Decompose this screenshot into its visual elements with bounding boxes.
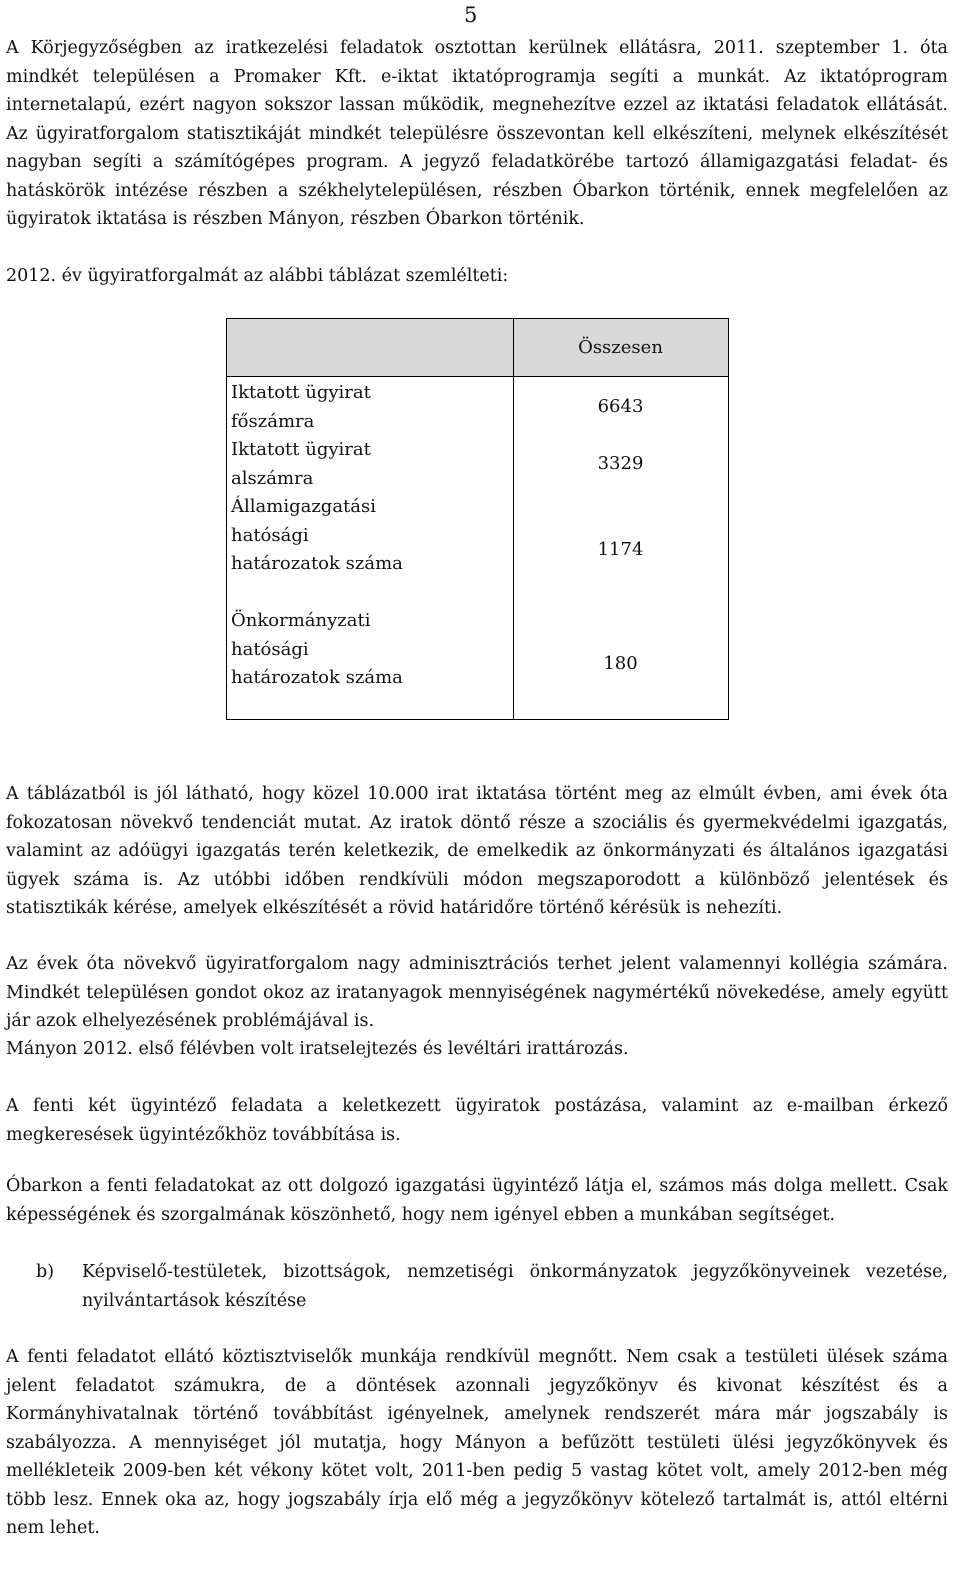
- list-marker: b): [36, 1262, 55, 1282]
- table-intro-paragraph: 2012. év ügyiratforgalmát az alábbi táblázat szemlélteti:: [6, 266, 509, 286]
- row-value: 6643: [597, 396, 644, 417]
- archiving-paragraph: Mányon 2012. első félévben volt iratselejtezés és levéltári irattározás.: [6, 1039, 629, 1059]
- row-label: Iktatott ügyirat alszámra: [231, 439, 371, 489]
- row-label: Államigazgatási hatósági határozatok száma: [231, 496, 403, 574]
- row-label: Önkormányzati hatósági határozatok száma: [231, 610, 403, 688]
- intro-paragraph: A Körjegyzőségben az iratkezelési feladatok osztottan kerülnek ellátásra, 2011. szeptember 1. óta mindkét településen a Promaker Kft. e-iktat iktatóprogramja segíti a munkát. Az iktatóprogram internetalapú, ezért nagyon sokszor lassan működik, megnehezítve ezzel az iktatási feladatok ellátását. Az ügyiratforgalom statisztikáját mindkét településre összevontan kell elkészíteni, melynek elkészítését nagyban segíti a számítógépes program. A jegyző feladatkörébe tartozó államigazgatási feladat- és hatáskörök intézése részben a székhelytelepülésen, részben Óbarkon történik, ennek megfelelően az ügyiratok iktatása is részben Mányon, részben Óbarkon történik.: [6, 38, 948, 229]
- table-header-row: [227, 319, 728, 377]
- row-value: 1174: [597, 539, 644, 560]
- row-value: 3329: [597, 453, 644, 474]
- workload-paragraph: Az évek óta növekvő ügyiratforgalom nagy adminisztrációs terhet jelent valamennyi kollégia számára. Mindkét településen gondot okoz az iratanyagok mennyiségének nagymértékű növekedése, amely együtt jár azok elhelyezésének problémájával is.: [6, 954, 948, 1031]
- clerks-paragraph: A fenti két ügyintéző feladata a keletkezett ügyiratok postázása, valamint az e-mailban érkező megkeresések ügyintézőkhöz továbbítása is.: [6, 1096, 948, 1145]
- header-total: Összesen: [578, 337, 663, 358]
- obarok-paragraph: Óbarkon a fenti feladatokat az ott dolgozó igazgatási ügyintéző látja el, számos más dolga mellett. Csak képességének és szorgalmának köszönhető, hogy nem igényel ebben a munkában segítséget.: [6, 1176, 948, 1225]
- list-item-text: Képviselő-testületek, bizottságok, nemzetiségi önkormányzatok jegyzőkönyveinek vezetése, nyilvántartások készítése: [82, 1262, 948, 1311]
- minutes-paragraph: A fenti feladatot ellátó köztisztviselők munkája rendkívül megnőtt. Nem csak a testületi ülések száma jelent feladatot számukra, de a döntések azonnali jegyzőkönyv és kivonat készítést és a Kormányhivatalnak történő továbbítást igényelnek, amelynek rendszerét mára már jogszabály is szabályozza. A mennyiséget jól mutatja, hogy Mányon a befűzött testületi ülési jegyzőkönyvek és mellékleteik 2009-ben két vékony kötet volt, 2011-ben pedig 5 vastag kötet volt, amely 2012-ben még több lesz. Ennek oka az, hogy jogszabály írja elő még a jegyzőkönyv kötelező tartalmát is, attól eltérni nem lehet.: [6, 1347, 948, 1538]
- row-label: Iktatott ügyirat főszámra: [231, 382, 371, 432]
- statistics-table: [226, 318, 729, 720]
- page-number: 5: [464, 3, 478, 27]
- row-value: 180: [603, 653, 638, 674]
- column-divider: [513, 319, 514, 719]
- analysis-paragraph: A táblázatból is jól látható, hogy közel 10.000 irat iktatása történt meg az elmúlt évben, ami évek óta fokozatosan növekvő tendenciát mutat. Az iratok döntő része a szociális és gyermekvédelmi igazgatás, valamint az adóügyi igazgatás terén keletkezik, de emelkedik az önkormányzati és általános igazgatási ügyek száma is. Az utóbbi időben rendkívüli módon megszaporodott a különböző jelentések és statisztikák kérése, amelyek elkészítését a rövid határidőre történő kérésük is nehezíti.: [6, 784, 948, 918]
